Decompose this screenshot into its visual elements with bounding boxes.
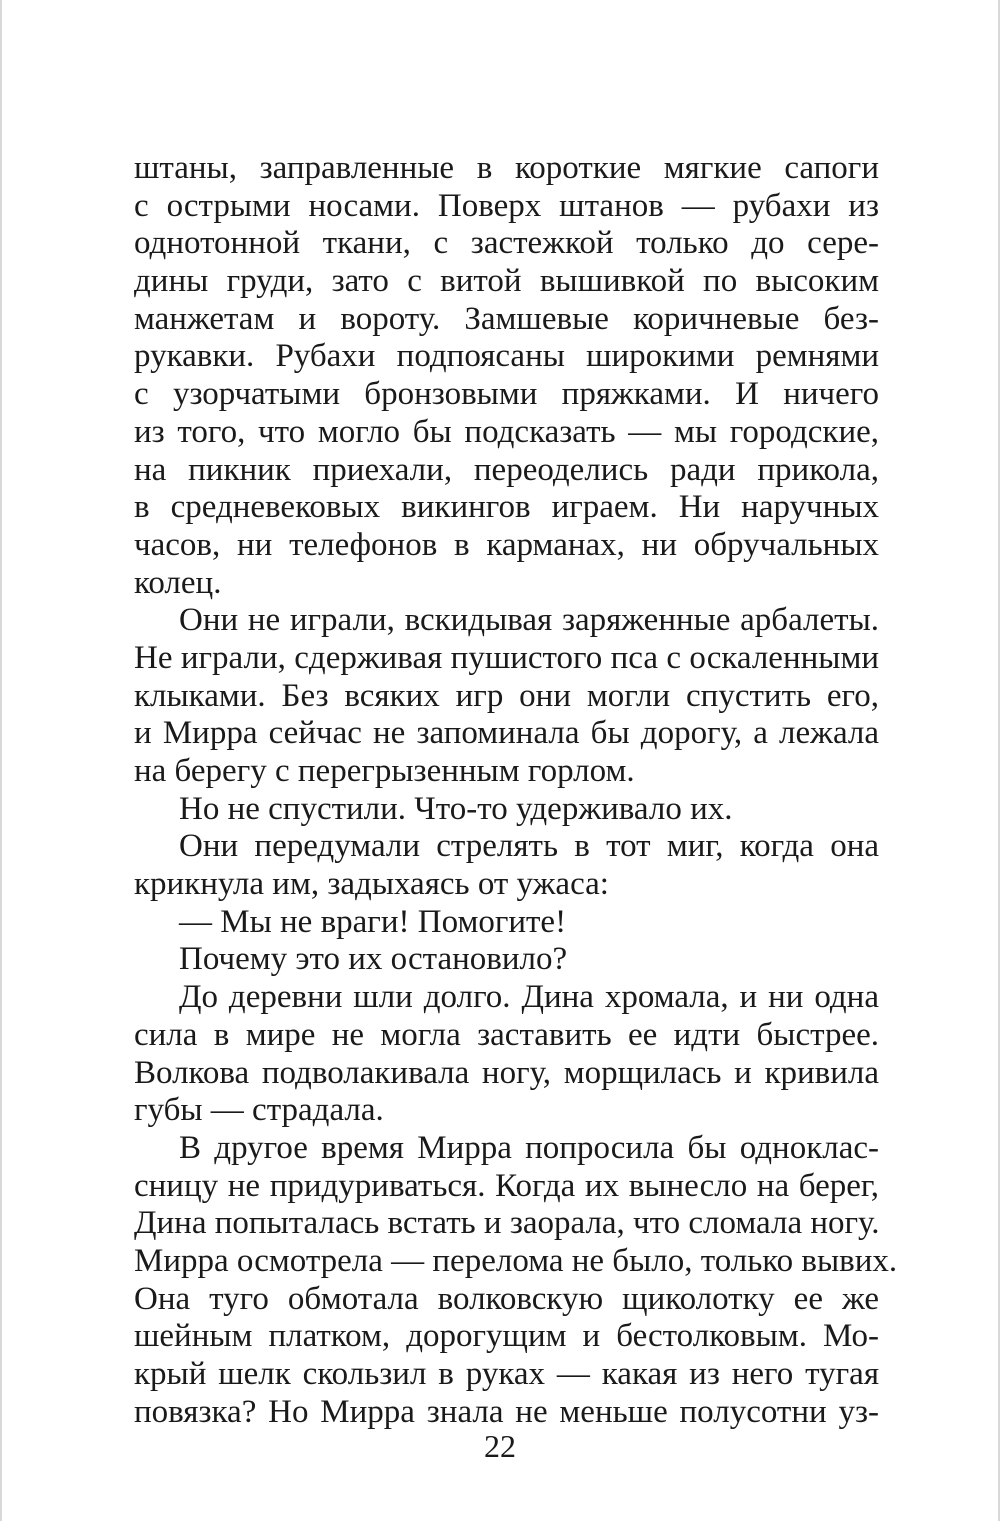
text-line: на берегу с перегрызенным горлом. bbox=[134, 753, 635, 789]
text-line: в средневековых викингов играем. Ни наручных bbox=[134, 489, 879, 526]
text-line: с острыми носами. Поверх штанов — рубахи из bbox=[134, 187, 879, 224]
page-number: 22 bbox=[484, 1428, 516, 1464]
text-line: губы — страдала. bbox=[134, 1092, 384, 1129]
text-line: сницу не придуриваться. Когда их вынесло на берег, bbox=[134, 1167, 879, 1204]
text-line: дины груди, зато с витой вышивкой по высоким bbox=[134, 263, 879, 300]
body-text bbox=[134, 150, 898, 1431]
text-line: крикнула им, задыхаясь от ужаса: bbox=[134, 866, 609, 903]
text-line: Они передумали стрелять в тот миг, когда она bbox=[179, 828, 879, 865]
text-line: повязка? Но Мирра знала не меньше полусотни уз- bbox=[134, 1393, 879, 1430]
text-line: однотонной ткани, с застежкой только до сере- bbox=[134, 225, 879, 262]
text-line: часов, ни телефонов в карманах, ни обручальных bbox=[134, 526, 879, 563]
text-line: Они не играли, вскидывая заряженные арбалеты. bbox=[179, 602, 879, 639]
text-line: сила в мире не могла заставить ее идти быстрее. bbox=[134, 1016, 879, 1053]
text-line: с узорчатыми бронзовыми пряжками. И ничего bbox=[134, 376, 879, 413]
text-line: — Мы не враги! Помогите! bbox=[179, 903, 567, 940]
page-edge-left bbox=[0, 0, 2, 1521]
text-line: из того, что могло бы подсказать — мы городские, bbox=[134, 413, 879, 450]
text-line: на пикник приехали, переоделись ради прикола, bbox=[134, 451, 879, 488]
text-line: и Мирра сейчас не запоминала бы дорогу, а лежала bbox=[134, 715, 879, 752]
text-line: Но не спустили. Что-то удерживало их. bbox=[179, 790, 733, 827]
text-line: Она туго обмотала волковскую щиколотку ее же bbox=[134, 1280, 879, 1317]
text-line: манжетам и вороту. Замшевые коричневые без- bbox=[134, 300, 879, 337]
text-line: Не играли, сдерживая пушистого пса с оскаленными bbox=[134, 639, 879, 676]
text-line: В другое время Мирра попросила бы одноклас- bbox=[179, 1129, 879, 1166]
text-line: шейным платком, дорогущим и бестолковым. Мо- bbox=[134, 1318, 879, 1355]
text-line: колец. bbox=[134, 564, 222, 601]
text-line: крый шелк скользил в руках — какая из него тугая bbox=[134, 1356, 879, 1392]
text-line: рукавки. Рубахи подпоясаны широкими ремнями bbox=[134, 338, 879, 375]
text-line: Мирра осмотрела — перелома не было, только вывих. bbox=[134, 1242, 898, 1279]
text-line: До деревни шли долго. Дина хромала, и ни одна bbox=[179, 979, 879, 1016]
text-line: Волкова подволакивала ногу, морщилась и кривила bbox=[134, 1054, 879, 1091]
text-line: Дина попыталась встать и заорала, что сломала ногу. bbox=[134, 1205, 880, 1242]
text-line: клыками. Без всяких игр они могли спустить его, bbox=[134, 677, 879, 714]
text-line: штаны, заправленные в короткие мягкие сапоги bbox=[134, 150, 879, 186]
text-line: Почему это их остановило? bbox=[179, 941, 568, 978]
